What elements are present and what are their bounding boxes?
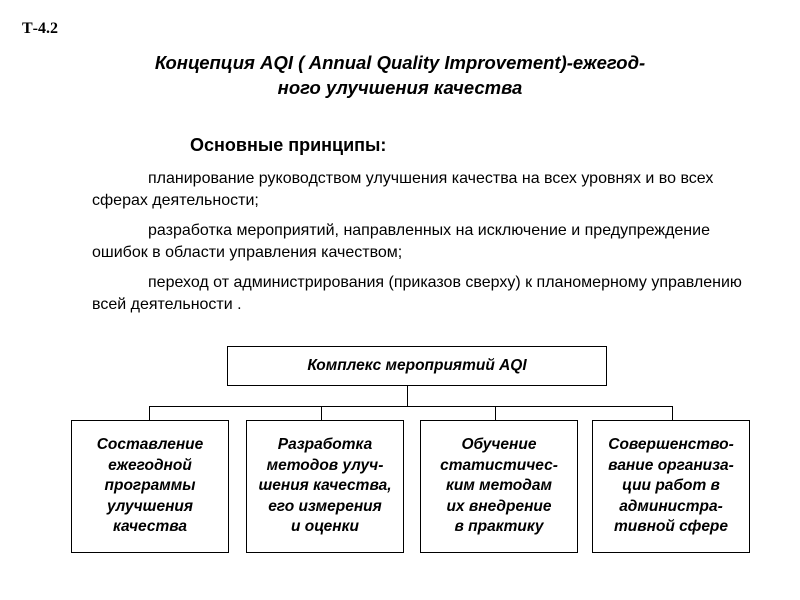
child-1-line: качества bbox=[112, 518, 188, 536]
connector-root-vertical bbox=[407, 386, 408, 406]
principle-item: переход от администрирования (приказов сверху) к планомерному управлению всей деятельности . bbox=[92, 274, 742, 313]
child-3-line: их внедрение bbox=[446, 497, 552, 515]
title-line-1: Концепция AQI ( Annual Quality Improvement)-ежегод- bbox=[154, 52, 646, 73]
child-2-line: его измерения bbox=[268, 497, 382, 515]
connector-child-3 bbox=[495, 406, 496, 420]
diagram-child-box-1 bbox=[71, 420, 229, 553]
connector-child-1 bbox=[149, 406, 150, 420]
principle-item: разработка мероприятий, направленных на исключение и предупреждение ошибок в области управления качеством; bbox=[92, 222, 710, 261]
connector-child-4 bbox=[672, 406, 673, 420]
child-4-line: тивной сфере bbox=[613, 518, 729, 536]
child-4-line: Совершенство- bbox=[608, 436, 734, 454]
child-2-line: шения качества, bbox=[258, 477, 392, 495]
child-4-line: администра- bbox=[619, 497, 723, 515]
child-2-line: методов улуч- bbox=[266, 456, 384, 474]
child-1-line: программы bbox=[104, 477, 196, 495]
diagram-root-box: Комплекс мероприятий AQI bbox=[227, 346, 607, 386]
principles-heading: Основные принципы: bbox=[190, 135, 387, 155]
diagram-child-box-2 bbox=[246, 420, 404, 553]
diagram-child-box-4 bbox=[592, 420, 750, 553]
child-4-line: ции работ в bbox=[622, 477, 720, 495]
child-1-line: ежегодной bbox=[108, 456, 192, 474]
title-line-2: ного улучшения качества bbox=[277, 77, 523, 98]
connector-child-2 bbox=[321, 406, 322, 420]
child-3-line: в практику bbox=[454, 518, 544, 536]
slide-code: Т-4.2 bbox=[22, 20, 58, 37]
child-2-line: Разработка bbox=[277, 436, 373, 454]
principles-list bbox=[92, 168, 742, 324]
child-3-line: ким методам bbox=[446, 477, 552, 495]
connector-horizontal bbox=[149, 406, 673, 407]
principle-item: планирование руководством улучшения качества на всех уровнях и во всех сферах деятельности; bbox=[92, 170, 714, 209]
diagram-child-box-3 bbox=[420, 420, 578, 553]
child-4-line: вание организа- bbox=[608, 456, 734, 474]
child-2-line: и оценки bbox=[291, 518, 359, 536]
child-1-line: Составление bbox=[96, 436, 204, 454]
child-3-line: статистичес- bbox=[440, 456, 558, 474]
child-1-line: улучшения bbox=[106, 497, 194, 515]
child-3-line: Обучение bbox=[461, 436, 537, 454]
page-title bbox=[60, 50, 740, 100]
